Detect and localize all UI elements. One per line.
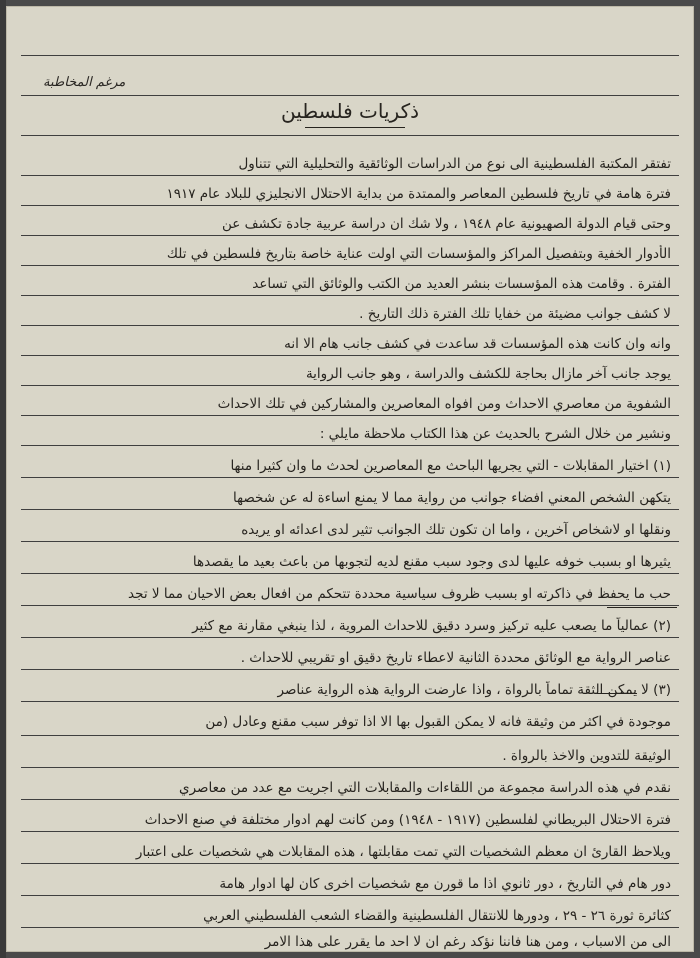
text-line: وانه وان كانت هذه المؤسسات قد ساعدت في كشف جانب هام الا انه (284, 336, 671, 352)
text-line: حب ما يحفظ في ذاكرته او بسبب ظروف سياسية محددة تتحكم من افعال بعض الاحيان مما لا تجد (128, 586, 671, 602)
text-line: الشفوية من معاصري الاحداث ومن افواه المعاصرين والمشاركين في تلك الاحداث (217, 396, 671, 412)
text-line: (١) اختيار المقابلات - التي يجريها الباحث مع المعاصرين لحدث ما وان كثيرا منها (230, 458, 671, 474)
ruled-line (21, 863, 679, 864)
handwritten-stamp: مرغم المخاطبة (43, 75, 126, 90)
text-line: الأدوار الخفية وبتفصيل المراكز والمؤسسات التي اولت عناية خاصة بتاريخ فلسطين في تلك (166, 246, 671, 262)
ruled-line (21, 95, 679, 96)
text-line: كثائرة ثورة ٢٦ - ٢٩ ، ودورها للانتقال الفلسطينية والقضاء الشعب الفلسطيني العربي (203, 908, 671, 924)
text-line: ونشير من خلال الشرح بالحديث عن هذا الكتاب ملاحظة مايلي : (319, 426, 671, 442)
ruled-line (21, 831, 679, 832)
ruled-line (21, 509, 679, 510)
ruled-line (21, 541, 679, 542)
ruled-line (21, 799, 679, 800)
ruled-line (21, 895, 679, 896)
ruled-line (21, 573, 679, 574)
text-line: الى من الاسباب ، ومن هنا فاننا نؤكد رغم ان لا احد ما يقرر على هذا الامر (264, 934, 671, 950)
text-line: نقدم في هذه الدراسة مجموعة من اللقاءات والمقابلات التي اجريت مع عدد من معاصري (179, 780, 671, 796)
ruled-line (21, 355, 679, 356)
text-line: يوجد جانب آخر مازال بحاجة للكشف والدراسة ، وهو جانب الرواية (305, 366, 671, 382)
ruled-line (21, 175, 679, 176)
text-line: الفترة . وقامت هذه المؤسسات بنشر العديد من الكتب والوثائق التي تساعد (252, 276, 671, 292)
text-line: يتكهن الشخص المعني افضاء جوانب من رواية مما لا يمنع اساءة له عن شخصها (232, 490, 671, 506)
ruled-line (21, 477, 679, 478)
title-underline (305, 127, 405, 128)
text-line: تفتقر المكتبة الفلسطينية الى نوع من الدراسات الوثائقية والتحليلية التي تتناول (238, 156, 671, 172)
ruled-line (21, 135, 679, 136)
text-line: ونقلها او لاشخاص آخرين ، واما ان تكون تلك الجوانب تثير لدى اعدائه او يريده (241, 522, 671, 538)
ruled-line (21, 927, 679, 928)
ruled-line (21, 735, 679, 736)
text-line: (٣) لا يمكن الثقة تماماً بالرواة ، واذا عارضت الرواية هذه الرواية عناصر (277, 682, 671, 698)
text-line: دور هام في التاريخ ، دور ثانوي اذا ما قورن مع شخصيات اخرى كان لها ادوار هامة (219, 876, 671, 892)
text-line: لا كشف جوانب مضيئة من خفايا تلك الفترة ذلك التاريخ . (359, 306, 671, 322)
ruled-line (21, 637, 679, 638)
ruled-line (21, 385, 679, 386)
handwritten-strikethrough (597, 693, 637, 694)
text-line: يثيرها او بسبب خوفه عليها لدى وجود سبب مقنع لديه لتجوبها من باعث بعيد ما يقصدها (192, 554, 671, 570)
page-title: ذكريات فلسطين (281, 99, 419, 123)
ruled-line (21, 55, 679, 56)
ruled-line (21, 265, 679, 266)
ruled-line (21, 445, 679, 446)
text-line: ويلاحظ القارئ ان معظم الشخصيات التي تمت مقابلتها ، هذه المقابلات هي شخصيات على اعتبار (135, 844, 671, 860)
ruled-line (21, 701, 679, 702)
ruled-line (21, 605, 679, 606)
ruled-line (21, 669, 679, 670)
ruled-line (21, 295, 679, 296)
ruled-line (21, 325, 679, 326)
text-line: فترة هامة في تاريخ فلسطين المعاصر والممتدة من بداية الاحتلال الانجليزي للبلاد عام ١٩١٧ (166, 186, 671, 202)
handwritten-page (6, 6, 694, 952)
text-line: فترة الاحتلال البريطاني لفلسطين (١٩١٧ - ١٩٤٨) ومن كانت لهم ادوار مختلفة في صنع الاحداث (144, 812, 671, 828)
ruled-line (21, 415, 679, 416)
text-line: موجودة في اكثر من وثيقة فانه لا يمكن القبول بها الا اذا توفر سبب مقنع وعادل (من (205, 714, 671, 730)
ruled-line (21, 767, 679, 768)
handwritten-underline (607, 607, 677, 608)
text-line: وحتى قيام الدولة الصهيونية عام ١٩٤٨ ، ولا شك ان دراسة عربية جادة تكشف عن (222, 216, 671, 232)
ruled-line (21, 205, 679, 206)
text-line: الوثيقة للتدوين والاخذ بالرواة . (502, 748, 671, 764)
text-line: (٢) عمالياً ما يصعب عليه تركيز وسرد دقيق للاحداث المروية ، لذا ينبغي مقارنة مع كثير (192, 618, 671, 634)
text-line: عناصر الرواية مع الوثائق محددة الثانية لاعطاء تاريخ دقيق او تقريبي للاحداث . (240, 650, 671, 666)
ruled-line (21, 235, 679, 236)
